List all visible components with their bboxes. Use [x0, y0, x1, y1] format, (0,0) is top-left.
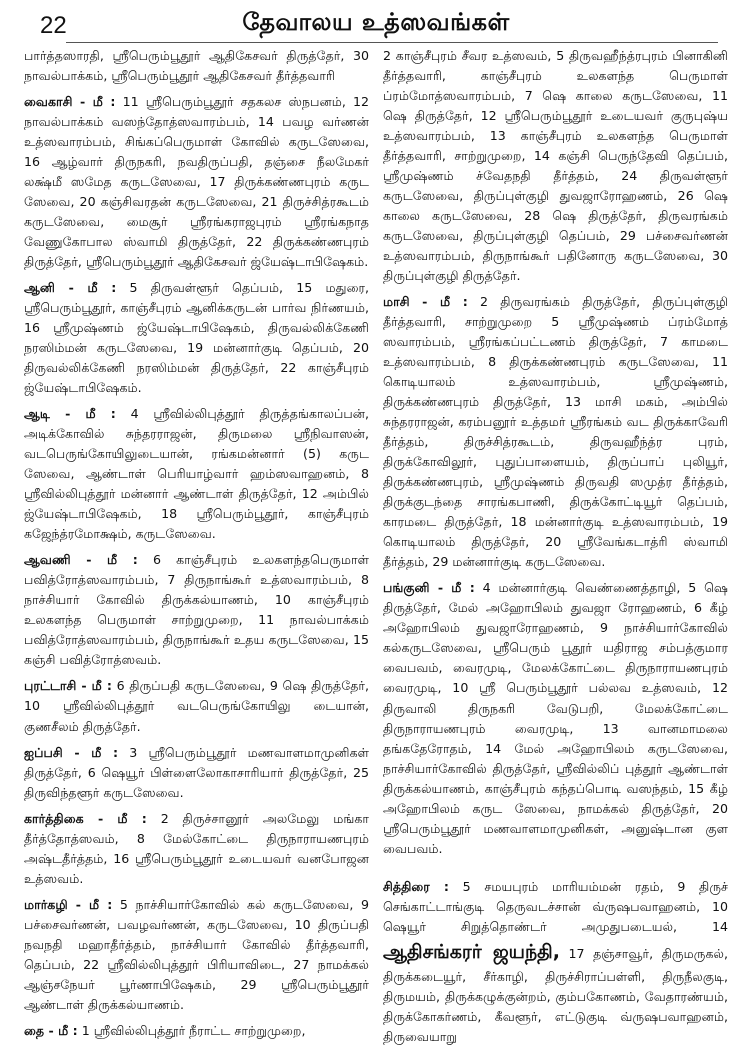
festival-entry [24, 46, 369, 86]
month-name: ஆவணி [24, 552, 71, 568]
month-separator: - மீ : [72, 94, 116, 110]
month-name: புரட்டாசி [24, 678, 77, 694]
month-name: மார்கழி [24, 896, 68, 912]
entry-text: 11 ஸ்ரீபெரும்பூதூர் சதகலச ஸ்நபனம், 12 நாவல்பாக்கம் வஸந்தோத்ஸவாரம்பம், 14 பவழ வர்ணன் உத்ஸவாரம்பம், சிங்கப்பெருமாள் கோவில் கருடஸேவை, 16 ஆழ்வார் திருநகரி, நவதிருப்பதி, தஞ்சை நீலமேகர் லக்ஷ்மீ ஸமேத கருடஸேவை, 17 திருக்கண்ணபுரம் கருட ஸேவை, 20 கஞ்சிவரதன் கருடஸேவை, 21 திருச்சித்ரகூடம் கருடஸேவை, மைசூர் ஸ்ரீரங்கராஜபுரம் ஸ்ரீரங்கநாத வேணுகோபால ஸ்வாமி திருத்தேர், 22 திருக்கண்ணபுரம் திருத்தேர், ஸ்ரீபெரும்பூதூர் ஆதிகேசவர் ஜ்யேஷ்டாபிஷேகம். [24, 94, 369, 270]
month-separator: - மீ : [55, 280, 117, 296]
month-name: சித்திரை [383, 878, 430, 894]
left-column [24, 46, 369, 1053]
festival-entry-thai-continued [383, 46, 728, 286]
right-column [383, 46, 728, 1053]
festival-entry-purattasi [24, 676, 369, 736]
entry-text: 4 மன்னார்குடி வெண்ணைத்தாழி, 5 ஷெ திருத்தேர், மேல் அஹோபிலம் துவஜா ரோஹணம், 6 கீழ் அஹோபிலம் துவஜாரோஹணம், 9 நாச்சியார்கோவில் கல்கருடஸேவை, ஸ்ரீபெரும் பூதூர் யதிராஜ சம்பத்குமார வைபவம், வைரமுடி, மேலக்கோட்டை திருநாராயணபுரம் வைரமுடி, 10 ஸ்ரீ பெரும்பூதூர் பல்லவ உத்ஸவம், 12 திருவாலி திருநகரி வேடுபறி, மேலக்கோட்டை திருநாராயணபுரம் வைரமுடி, 13 வானமாமலை தங்கதேரோதம், 14 மேல் அஹோபிலம் கருடஸேவை, நாச்சியார்கோவில் திருத்தேர், ஸ்ரீவில்லிப் புத்தூர் ஆண்டாள் திருக்கல்யாணம், காஞ்சீபுரம் கந்தப்பொடி வஸந்தம், 15 கீழ் அஹோபிலம் கருட ஸேவை, நாமக்கல் திருத்தேர், 20 ஸ்ரீபெரும்பூதூர் மணவாளமாமுனிகள், அனுஷ்டான குள வைபவம். [383, 580, 728, 856]
entry-text: 4 ஸ்ரீவில்லிபுத்தூர் திருத்தங்காலப்பன், அடிக்கோவில் சுந்தரராஜன், திருமலை ஸ்ரீநிவாஸன், வடபெருங்கோயிலுடையான், ரங்கமன்னார் (5) கருட ஸேவை, ஆண்டாள் பெரியாழ்வார் ஹம்ஸவாஹனம், 8 ஸ்ரீவில்லிபுத்தூர் மன்னார் ஆண்டாள் திருத்தேர், 12 அம்பில் ஜ்யேஷ்டாபிஷேகம், 18 ஸ்ரீபெரும்பூதூர், காஞ்சீபுரம் கஜேந்த்ரமோக்ஷம், கருடஸேவை. [24, 406, 369, 542]
month-separator: - மீ : [49, 406, 116, 422]
month-separator: - மீ : [67, 896, 113, 912]
month-name: ஐப்பசி [24, 744, 63, 760]
month-name: பங்குனி [383, 580, 430, 596]
month-separator: - மீ : [44, 1022, 78, 1038]
festival-entry-margazhi [24, 895, 369, 1015]
festival-entry-aani [24, 278, 369, 398]
entry-text: 17 தஞ்சாவூர், திருமருகல், திருக்கடையூர், சீர்காழி, திருச்சிராப்பள்ளி, திருநீலகுடி, திருமயம், திருக்கழுக்குன்றம், கும்பகோணம், வேதாரண்யம், திருக்கோகர்ணம், கீவளூர், எட்டுகுடி வ்ருஷபவாஹனம், திருவையாறு [383, 945, 728, 1044]
month-separator: - மீ : [70, 552, 138, 568]
festival-entry-vaikasi [24, 92, 369, 272]
entry-text: பார்த்தஸாரதி, ஸ்ரீபெரும்பூதூர் ஆதிகேசவர் திருத்தேர், 30 நாவல்பாக்கம், ஸ்ரீபெரும்பூதூர் ஆதிகேசவர் தீர்த்தவாரி [24, 48, 369, 84]
month-separator: - மீ : [409, 294, 468, 310]
festival-entry-karthigai [24, 809, 369, 889]
festival-entry-chithirai [383, 877, 728, 1047]
page-number: 22 [40, 12, 67, 39]
month-separator: - மீ : [62, 744, 119, 760]
month-name: தை [24, 1022, 45, 1038]
entry-text: 6 திருப்பதி கருடஸேவை, 9 ஷெ திருத்தேர், 10 ஸ்ரீவில்லிபுத்தூர் வடபெருங்கோயிலு டையான், குணசீலம் திருத்தேர். [24, 678, 369, 734]
two-column-body [24, 46, 728, 1053]
month-separator: - மீ : [83, 810, 147, 826]
highlight-festival: ஆதிசங்கரர் ஜயந்தி, [383, 940, 560, 963]
month-name: ஆனி [24, 280, 55, 296]
running-title: தேவாலய உத்ஸவங்கள் [242, 8, 510, 36]
festival-entry-aippasi [24, 743, 369, 803]
month-separator: - மீ : [76, 678, 112, 694]
month-name: வைகாசி [24, 94, 73, 110]
entry-text: 5 திருவள்ளூர் தெப்பம், 15 மதுரை, ஸ்ரீபெரும்பூதூர், காஞ்சீபுரம் ஆனிக்கருடன் பார்வ நிர்ணயம், 16 ஸ்ரீமுஷ்ணம் ஜ்யேஷ்டாபிஷேகம், திருவல்லிக்கேணி நரஸிம்மன் கருடஸேவை, 19 மன்னார்குடி தெப்பம், 20 திருவல்லிக்கேணி நரஸிம்மன் திருத்தேர், 22 காஞ்சீபுரம் ஜ்யேஷ்டாபிஷேகம். [24, 280, 369, 396]
entry-text: 2 திருவரங்கம் திருத்தேர், திருப்புள்குழி தீர்த்தவாரி, சாற்றுமுறை 5 ஸ்ரீமுஷ்ணம் ப்ரம்மோத் ஸவாரம்பம், ஸ்ரீரங்கப்பட்டணம் திருத்தேர், 7 காமடை உத்ஸவாரம்பம், 8 திருக்கண்ணபுரம் கருடஸேவை, 11 கொடியாலம் உத்ஸவாரம்பம், ஸ்ரீமுஷ்ணம், திருக்கண்ணபுரம் திருத்தேர், 13 மாசி மகம், அம்பில் சுந்தரராஜன், கரம்பனூர் உத்தமர் ஸ்ரீரங்கம் வட திருக்காவேரி தீர்த்தம், திருச்சித்ரகூடம், திருவஹீந்த்ர புரம், திருக்கோவிலூர், புதுப்பாளையம், திருப்பாப் புலியூர், திருக்கண்ணபுரம், ஸ்ரீமுஷ்ணம் திருவதி ஸமுத்ர தீர்த்தம், திருக்குடந்தை சாரங்கபாணி, திருக்கோட்டியூர் தெப்பம், காரமடை திருத்தேர், 18 மன்னார்குடி உத்ஸவாரம்பம், 19 கொடியாலம் திருத்தேர், 20 ஸ்ரீவேங்கடாத்ரி ஸ்வாமி தீர்த்தம், 29 மன்னார்குடி கருடஸேவை. [383, 294, 728, 570]
entry-text: 2 திருச்சானூர் அலமேலு மங்கா தீர்த்தோத்ஸவம், 8 மேல்கோட்டை திருநாராயணபுரம் அஷ்டதீர்த்தம், 16 ஸ்ரீபெரும்பூதூர் உடையவர் வனபோஜன உத்ஸவம். [24, 810, 369, 886]
entry-text: 2 காஞ்சீபுரம் சீவர உத்ஸவம், 5 திருவஹீந்த்ரபுரம் பினாகினி தீர்த்தவாரி, காஞ்சீபுரம் உலகளந்த பெருமாள் ப்ரம்மோத்ஸவாரம்பம், 7 ஷெ காலை கருடஸேவை, 11 ஷெ திருத்தேர், 12 ஸ்ரீபெரும்பூதூர் உடையவர் குருபுஷ்ய உத்ஸவாரம்பம், 13 காஞ்சீபுரம் உலகளந்த பெருமாள் தீர்த்தவாரி, சாற்றுமுறை, 14 கஞ்சி பெருந்தேவி தெப்பம், ஸ்ரீமுஷ்ணம் ச்வேதநதி தீர்த்தம், 24 திருவள்ளூர் கருடஸேவை, திருப்புள்குழி துவஜாரோஹணம், 26 ஷெ காலை கருடஸேவை, 28 ஷெ திருத்தேர், திருவரங்கம் கருடஸேவை, திருப்புள்குழி தெப்பம், 29 பச்சைவர்ணன் உத்ஸவாரம்பம், திருநாங்கூர் பதினோரு கருடஸேவை, 30 திருப்புள்குழி திருத்தேர். [383, 48, 728, 284]
festival-entry-thai [24, 1021, 369, 1041]
month-separator: : [429, 878, 449, 894]
header-rule [66, 42, 718, 43]
festival-entry-panguni [383, 578, 728, 858]
entry-text: 6 காஞ்சீபுரம் உலகளந்தபெருமாள் பவித்ரோத்ஸவாரம்பம், 7 திருநாங்கூர் உத்ஸவாரம்பம், 8 நாச்சியார் கோவில் திருக்கல்யாணம், 10 காஞ்சீபுரம் உலகளந்த பெருமாள் சாற்றுமுறை, 11 நாவல்பாக்கம் பவித்ரோத்ஸவாரம்பம், திருநாங்கூர் உதய கருடஸேவை, 15 கஞ்சி பவித்ரோத்ஸவம். [24, 552, 369, 668]
page-header [24, 6, 728, 44]
month-name: ஆடி [24, 406, 50, 422]
entry-text: 3 ஸ்ரீபெரும்பூதூர் மணவாளமாமுனிகள் திருத்தேர், 6 ஷெயூர் பிள்ளைலோகாசாரியார் திருத்தேர், 25 திருவிந்தளூர் கருடஸேவை. [24, 744, 369, 800]
month-separator: - மீ : [429, 580, 475, 596]
month-name: மாசி [383, 294, 410, 310]
entry-text: 1 ஸ்ரீவில்லிபுத்தூர் நீராட்ட சாற்றுமுறை, [77, 1022, 306, 1038]
festival-entry-maasi [383, 292, 728, 572]
festival-entry-aadi [24, 404, 369, 544]
entry-text: 5 நாச்சியார்கோவில் கல் கருடஸேவை, 9 பச்சைவர்ணன், பவழவர்ணன், கருடஸேவை, 10 திருப்பதி நவநதி மஹாதீர்த்தம், நாச்சியார் கோவில் தீர்த்தவாரி, தெப்பம், 22 ஸ்ரீவில்லிபுத்தூர் பிரியாவிடை, 27 நாமக்கல் ஆஞ்சநேயர் பூர்ணாபிஷேகம், 29 ஸ்ரீபெரும்பூதூர் ஆண்டாள் திருக்கல்யாணம். [24, 896, 369, 1012]
festival-entry-aavani [24, 550, 369, 670]
month-name: கார்த்திகை [24, 810, 84, 826]
entry-text: 5 சமயபுரம் மாரியம்மன் ரதம், 9 திருச் செங்காட்டாங்குடி தெருவடச்சான் வ்ருஷபவாஹனம், 10 ஷெயூர் சிறுத்தொண்டர் அமுதுபடையல், 14 [383, 878, 729, 934]
